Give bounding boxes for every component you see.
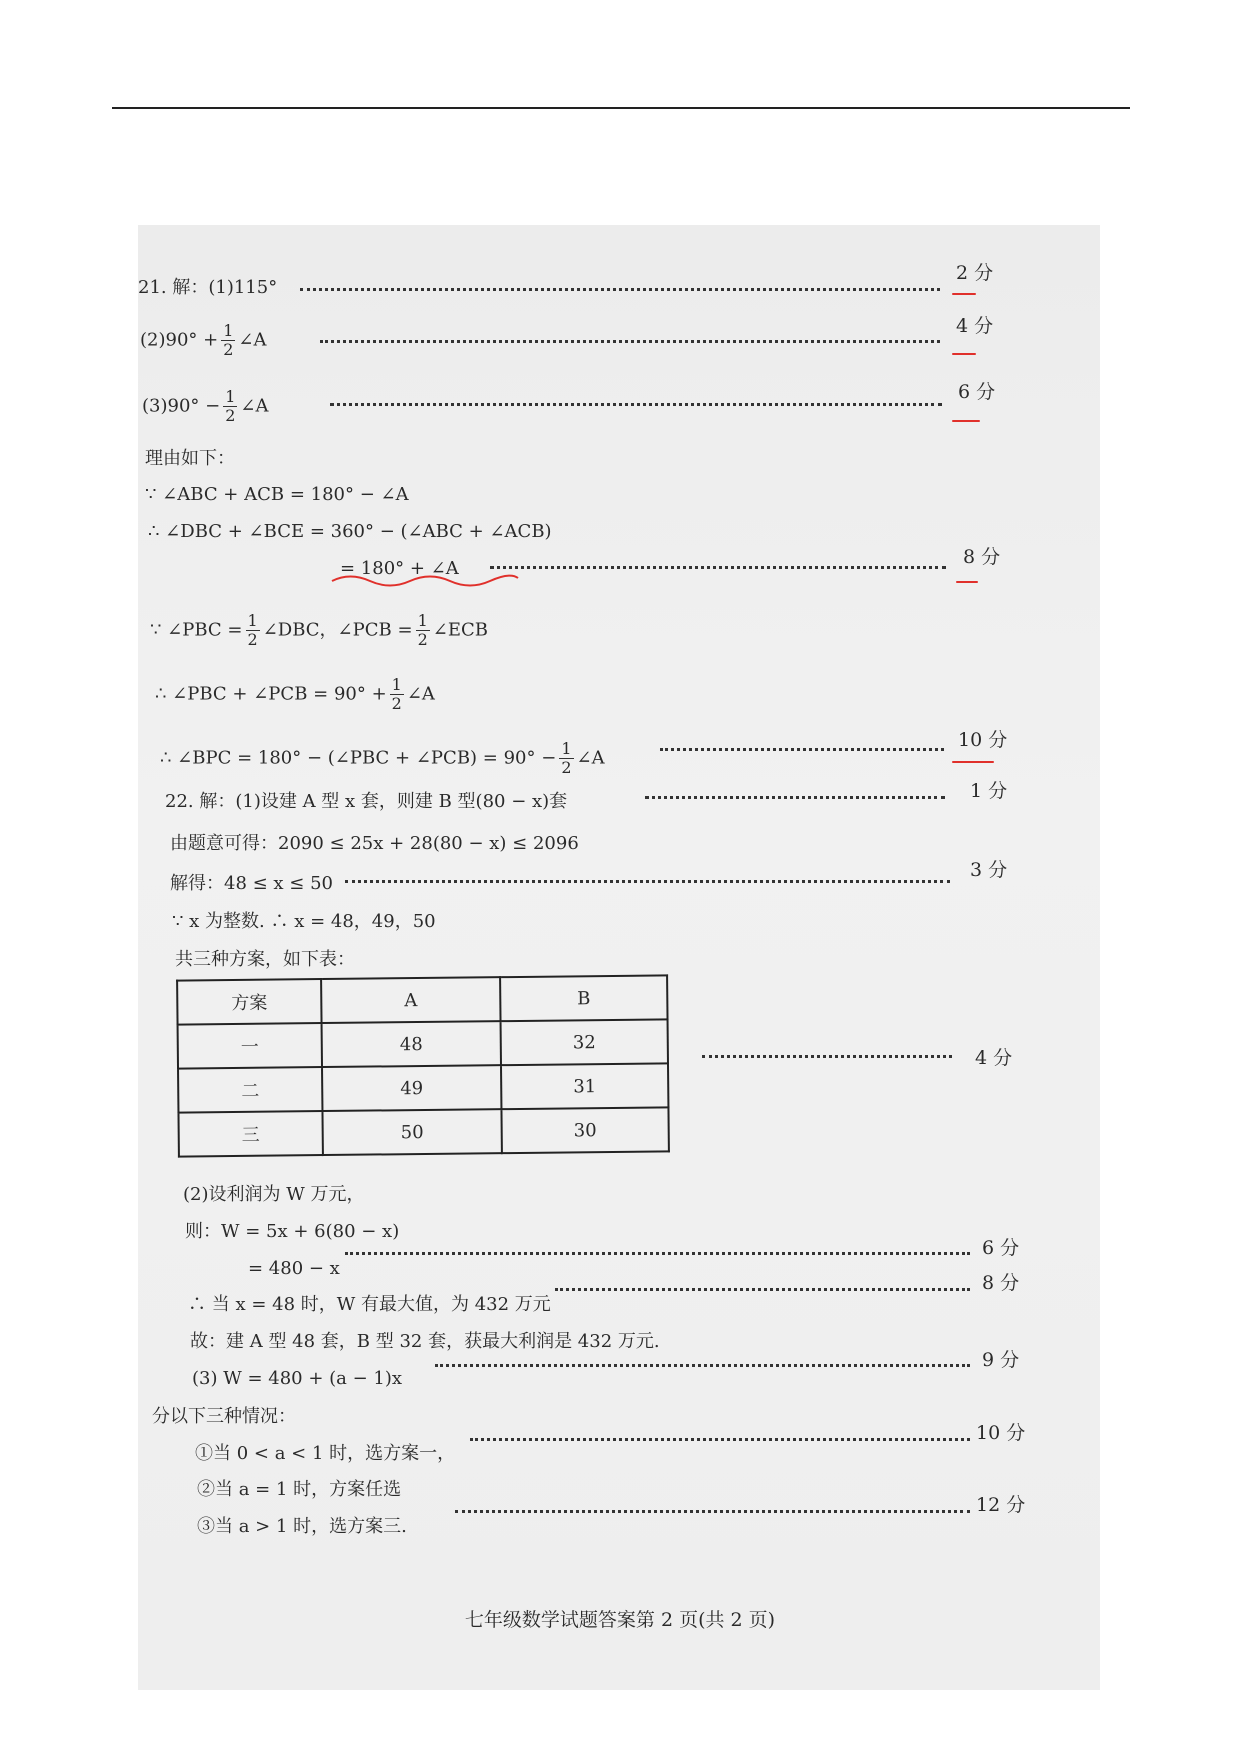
- leader: [490, 566, 946, 569]
- q22-part2-c: = 480 − x: [248, 1258, 340, 1279]
- q22-part3-a: (3) W = 480 + (a − 1)x: [192, 1368, 403, 1389]
- score-12: 12 分: [976, 1494, 1026, 1516]
- cell-b: 30: [501, 1107, 668, 1153]
- score-4: 4 分: [956, 315, 994, 337]
- score-10: 10 分: [958, 729, 1008, 751]
- score-6: 6 分: [958, 381, 996, 403]
- fraction: $\frac{1}{2}$: [561, 739, 572, 777]
- page-footer: 七年级数学试题答案第 2 页(共 2 页): [464, 1609, 776, 1631]
- fraction: $\frac{1}{2}$: [225, 387, 236, 425]
- leader: [455, 1510, 970, 1513]
- cell-a: 50: [322, 1109, 501, 1155]
- score-10b: 10 分: [976, 1422, 1026, 1444]
- cell-a: 49: [322, 1065, 501, 1111]
- leader: [345, 880, 950, 883]
- q22-part2-e: 故：建 A 型 48 套，B 型 32 套，获最大利润是 432 万元.: [190, 1331, 660, 1352]
- leader: [320, 340, 940, 343]
- cell-plan: 三: [178, 1111, 322, 1157]
- q22-part2-d: ∴ 当 x = 48 时，W 有最大值，为 432 万元: [188, 1294, 551, 1315]
- q22-part2-a: (2)设利润为 W 万元，: [183, 1184, 365, 1205]
- cell-b: 31: [501, 1063, 668, 1109]
- red-tick: [952, 353, 976, 355]
- header-a: A: [321, 977, 500, 1023]
- score-6b: 6 分: [982, 1237, 1020, 1259]
- red-tick: [956, 581, 978, 583]
- red-wavy-underline: [330, 572, 520, 590]
- q21-step3: = 180° + ∠A: [340, 558, 459, 579]
- q21-part3: (3)90° − $\frac{1}{2}$ ∠A: [142, 387, 269, 425]
- cell-plan: 二: [178, 1067, 322, 1113]
- score-2: 2 分: [956, 262, 994, 284]
- q22-solution: 解得：48 ≤ x ≤ 50: [170, 873, 334, 894]
- table-header: [177, 975, 667, 1024]
- fraction: $\frac{1}{2}$: [391, 675, 402, 713]
- q22-integer: ∵ x 为整数. ∴ x = 48，49，50: [172, 911, 436, 932]
- cell-b: 32: [501, 1019, 668, 1065]
- leader: [330, 403, 942, 406]
- leader: [300, 288, 940, 291]
- table-row: [178, 1063, 668, 1112]
- leader: [435, 1364, 970, 1367]
- score-4b: 4 分: [975, 1047, 1013, 1069]
- q21-part2: (2)90° + $\frac{1}{2}$ ∠A: [140, 321, 267, 359]
- q21-step4: ∵ ∠PBC = $\frac{1}{2}$ ∠DBC，∠PCB = $\frac{1}{2}$ ∠ECB: [150, 611, 488, 649]
- q21-step2: ∴ ∠DBC + ∠BCE = 360° − (∠ABC + ∠ACB): [148, 521, 552, 542]
- q21-step5: ∴ ∠PBC + ∠PCB = 90° + $\frac{1}{2}$ ∠A: [155, 675, 435, 713]
- fraction: $\frac{1}{2}$: [223, 321, 234, 359]
- q22-eq: 由题意可得：2090 ≤ 25x + 28(80 − x) ≤ 2096: [170, 833, 579, 854]
- leader: [345, 1252, 970, 1255]
- plan-table: [176, 974, 670, 1157]
- fraction: $\frac{1}{2}$: [417, 611, 428, 649]
- q22-case1: ①当 0 < a < 1 时，选方案一，: [195, 1443, 456, 1464]
- q22-part1: 22. 解：(1)设建 A 型 x 套，则建 B 型(80 − x)套: [165, 791, 568, 812]
- q22-three-plans: 共三种方案，如下表：: [175, 949, 355, 970]
- leader: [470, 1438, 970, 1441]
- score-1: 1 分: [970, 780, 1008, 802]
- table-row: [178, 1107, 668, 1156]
- score-3: 3 分: [970, 859, 1008, 881]
- red-tick: [952, 420, 980, 422]
- red-tick: [952, 761, 994, 763]
- leader: [702, 1055, 952, 1058]
- q21-step6: ∴ ∠BPC = 180° − (∠PBC + ∠PCB) = 90° − $\frac{1}{2}$ ∠A: [160, 739, 605, 777]
- fraction: $\frac{1}{2}$: [247, 611, 258, 649]
- leader: [555, 1288, 970, 1291]
- table-row: [178, 1019, 668, 1068]
- reason-title: 理由如下：: [145, 448, 235, 469]
- score-8b: 8 分: [982, 1272, 1020, 1294]
- cell-a: 48: [322, 1021, 501, 1067]
- q22-part3-b: 分以下三种情况：: [152, 1406, 296, 1427]
- cell-plan: 一: [178, 1023, 322, 1069]
- q21-part1: 21. 解：(1)115°: [138, 277, 278, 298]
- red-tick: [952, 293, 976, 295]
- score-9: 9 分: [982, 1349, 1020, 1371]
- header-plan: 方案: [177, 979, 321, 1025]
- score-8: 8 分: [963, 546, 1001, 568]
- q21-step1: ∵ ∠ABC + ACB = 180° − ∠A: [145, 484, 409, 505]
- header-b: B: [500, 975, 667, 1021]
- q22-case3: ③当 a > 1 时，选方案三.: [197, 1516, 407, 1537]
- q22-case2: ②当 a = 1 时，方案任选: [197, 1479, 402, 1500]
- q22-part2-b: 则：W = 5x + 6(80 − x): [185, 1221, 400, 1242]
- leader: [645, 796, 945, 799]
- leader: [660, 748, 944, 751]
- top-rule: [112, 107, 1130, 109]
